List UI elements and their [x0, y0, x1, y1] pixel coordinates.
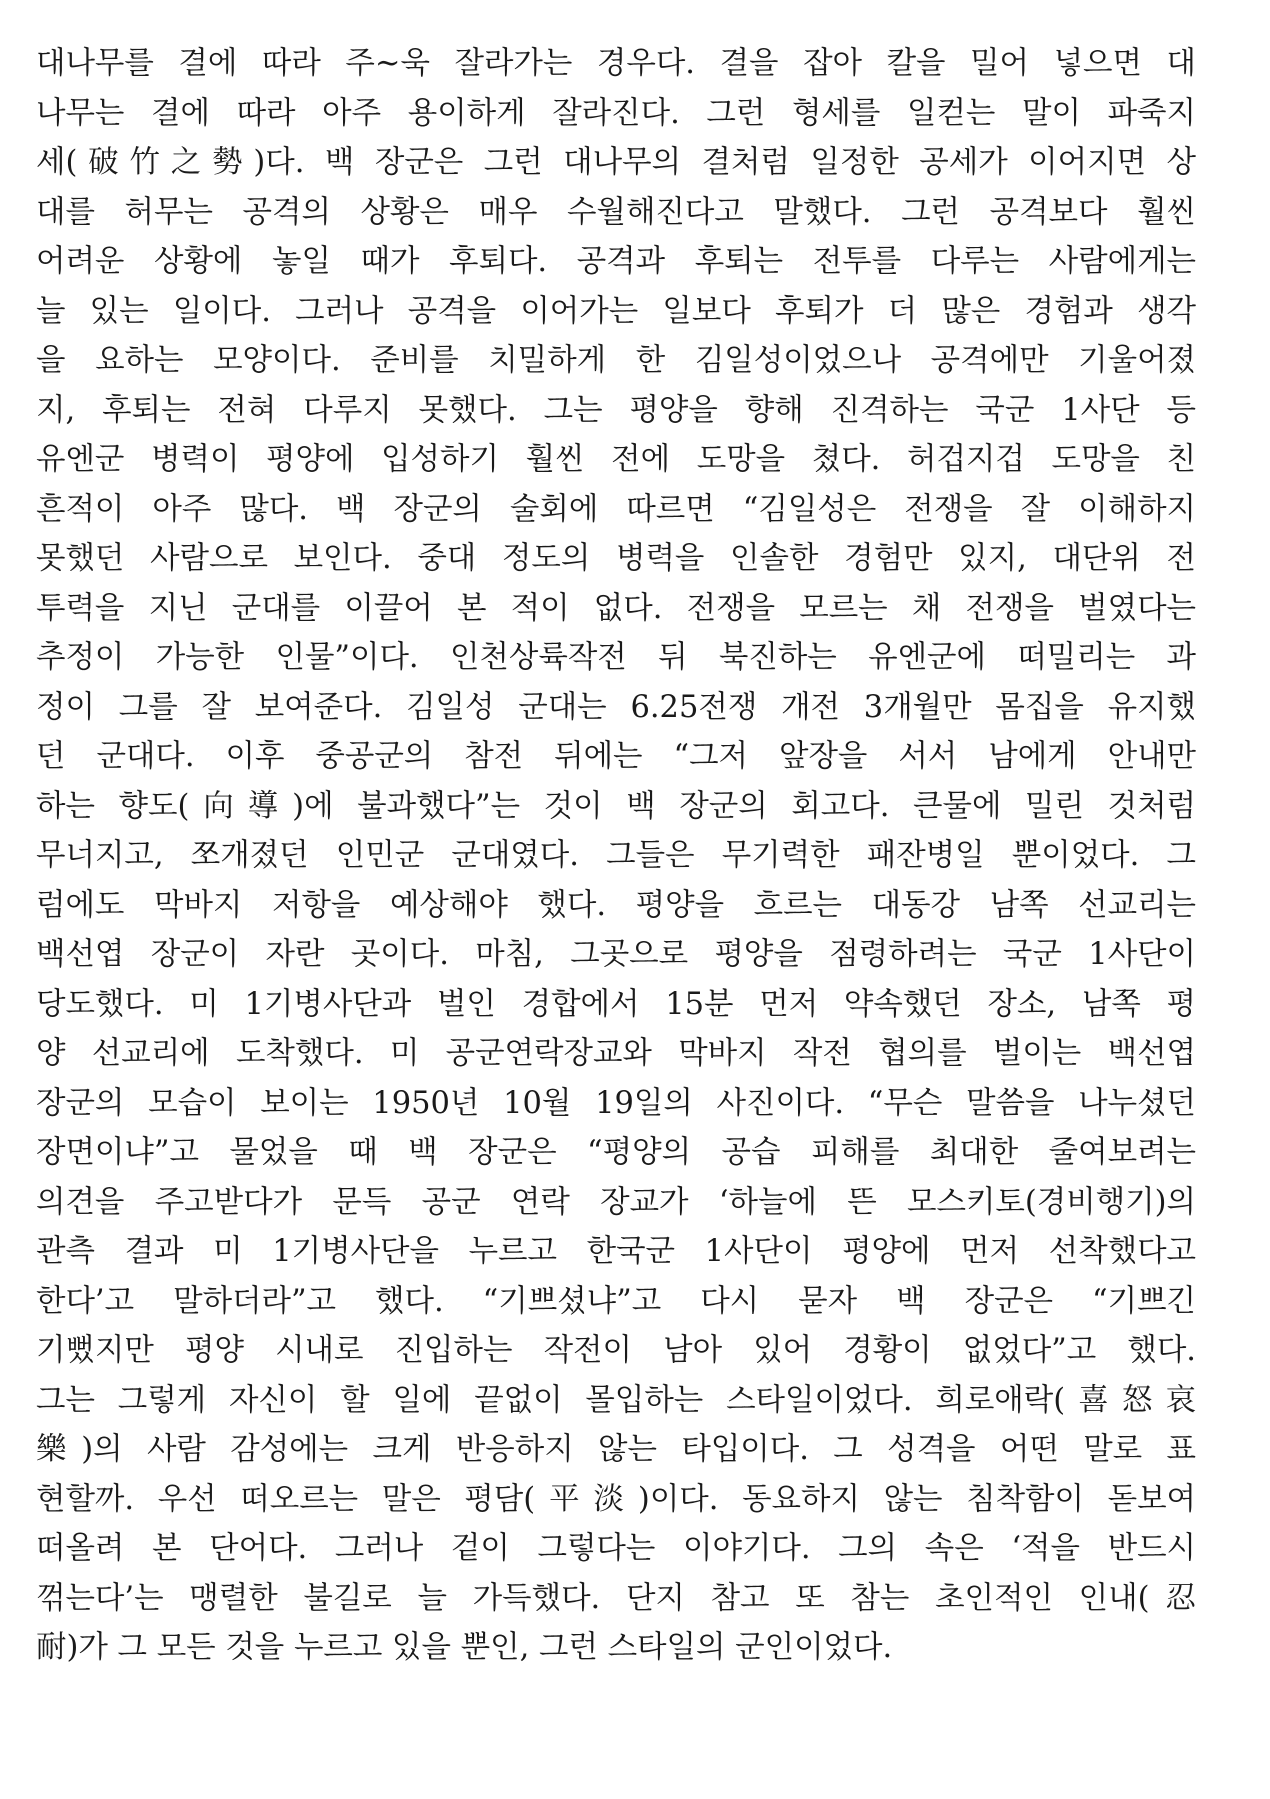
text-line: 장군의 모습이 보이는 1950년 10월 19일의 사진이다. “무슨 말씀을 나누셨던	[36, 1085, 1196, 1121]
text-line: 지, 후퇴는 전혀 다루지 못했다. 그는 평양을 향해 진격하는 국군 1사단 등	[36, 392, 1196, 428]
text-line: 투력을 지닌 군대를 이끌어 본 적이 없다. 전쟁을 모르는 채 전쟁을 벌였다는	[36, 590, 1196, 626]
text-line: 관측 결과 미 1기병사단을 누르고 한국군 1사단이 평양에 먼저 선착했다고	[36, 1234, 1196, 1269]
text-line: 못했던 사람으로 보인다. 중대 정도의 병력을 인솔한 경험만 있지, 대단위 전	[36, 541, 1196, 576]
text-line: 어려운 상황에 놓일 때가 후퇴다. 공격과 후퇴는 전투를 다루는 사람에게는	[36, 244, 1196, 279]
text-line: 기뻤지만 평양 시내로 진입하는 작전이 남아 있어 경황이 없었다”고 했다.	[36, 1333, 1196, 1368]
text-line: 그는 그렇게 자신이 할 일에 끝없이 몰입하는 스타일이었다. 희로애락(喜怒哀	[36, 1382, 1196, 1418]
text-line: 던 군대다. 이후 중공군의 참전 뒤에는 “그저 앞장을 서서 남에게 안내만	[36, 739, 1196, 774]
body-text	[36, 42, 1196, 1676]
text-line: 세(破竹之勢)다. 백 장군은 그런 대나무의 결처럼 일정한 공세가 이어지면 상	[36, 145, 1196, 180]
text-line: 추정이 가능한 인물”이다. 인천상륙작전 뒤 북진하는 유엔군에 떠밀리는 과	[36, 640, 1196, 675]
text-line: 흔적이 아주 많다. 백 장군의 술회에 따르면 “김일성은 전쟁을 잘 이해하지	[36, 491, 1196, 527]
text-line: 럼에도 막바지 저항을 예상해야 했다. 평양을 흐르는 대동강 남쪽 선교리는	[36, 887, 1196, 923]
text-line: 양 선교리에 도착했다. 미 공군연락장교와 막바지 작전 협의를 벌이는 백선엽	[36, 1036, 1196, 1071]
text-line: 유엔군 병력이 평양에 입성하기 훨씬 전에 도망을 쳤다. 허겁지겁 도망을 친	[36, 442, 1196, 477]
text-line: 한다’고 말하더라”고 했다. “기쁘셨냐”고 다시 묻자 백 장군은 “기쁘긴	[36, 1283, 1196, 1319]
text-line: 장면이냐”고 물었을 때 백 장군은 “평양의 공습 피해를 최대한 줄여보려는	[36, 1135, 1196, 1170]
text-line: 무너지고, 쪼개졌던 인민군 군대였다. 그들은 무기력한 패잔병일 뿐이었다. 그	[36, 838, 1196, 873]
text-line: 정이 그를 잘 보여준다. 김일성 군대는 6.25전쟁 개전 3개월만 몸집을 유지했	[36, 689, 1196, 725]
text-line: 백선엽 장군이 자란 곳이다. 마침, 그곳으로 평양을 점령하려는 국군 1사단이	[36, 937, 1196, 972]
text-line: 떠올려 본 단어다. 그러나 겉이 그렇다는 이야기다. 그의 속은 ‘적을 반드시	[36, 1531, 1196, 1566]
text-line: 꺾는다’는 맹렬한 불길로 늘 가득했다. 단지 참고 또 참는 초인적인 인내(忍	[36, 1580, 1196, 1616]
text-line: 현할까. 우선 떠오르는 말은 평담(平淡)이다. 동요하지 않는 침착함이 돋보여	[36, 1481, 1196, 1517]
text-line: 당도했다. 미 1기병사단과 벌인 경합에서 15분 먼저 약속했던 장소, 남쪽 평	[36, 986, 1196, 1022]
text-line: 늘 있는 일이다. 그러나 공격을 이어가는 일보다 후퇴가 더 많은 경험과 생각	[36, 293, 1196, 329]
text-line: 耐)가 그 모든 것을 누르고 있을 뿐인, 그런 스타일의 군인이었다.	[36, 1630, 893, 1665]
text-line: 하는 향도(向導)에 불과했다”는 것이 백 장군의 회고다. 큰물에 밀린 것처럼	[36, 788, 1196, 824]
text-line: 나무는 결에 따라 아주 용이하게 잘라진다. 그런 형세를 일컫는 말이 파죽지	[36, 95, 1196, 131]
text-line: 의견을 주고받다가 문득 공군 연락 장교가 ‘하늘에 뜬 모스키토(경비행기)의	[36, 1184, 1196, 1220]
text-line: 대나무를 결에 따라 주~욱 잘라가는 경우다. 결을 잡아 칼을 밀어 넣으면 대	[36, 46, 1196, 81]
text-line: 대를 허무는 공격의 상황은 매우 수월해진다고 말했다. 그런 공격보다 훨씬	[36, 194, 1196, 230]
text-line: 을 요하는 모양이다. 준비를 치밀하게 한 김일성이었으나 공격에만 기울어졌	[36, 343, 1196, 378]
text-line: 樂)의 사람 감성에는 크게 반응하지 않는 타입이다. 그 성격을 어떤 말로 표	[36, 1432, 1196, 1467]
